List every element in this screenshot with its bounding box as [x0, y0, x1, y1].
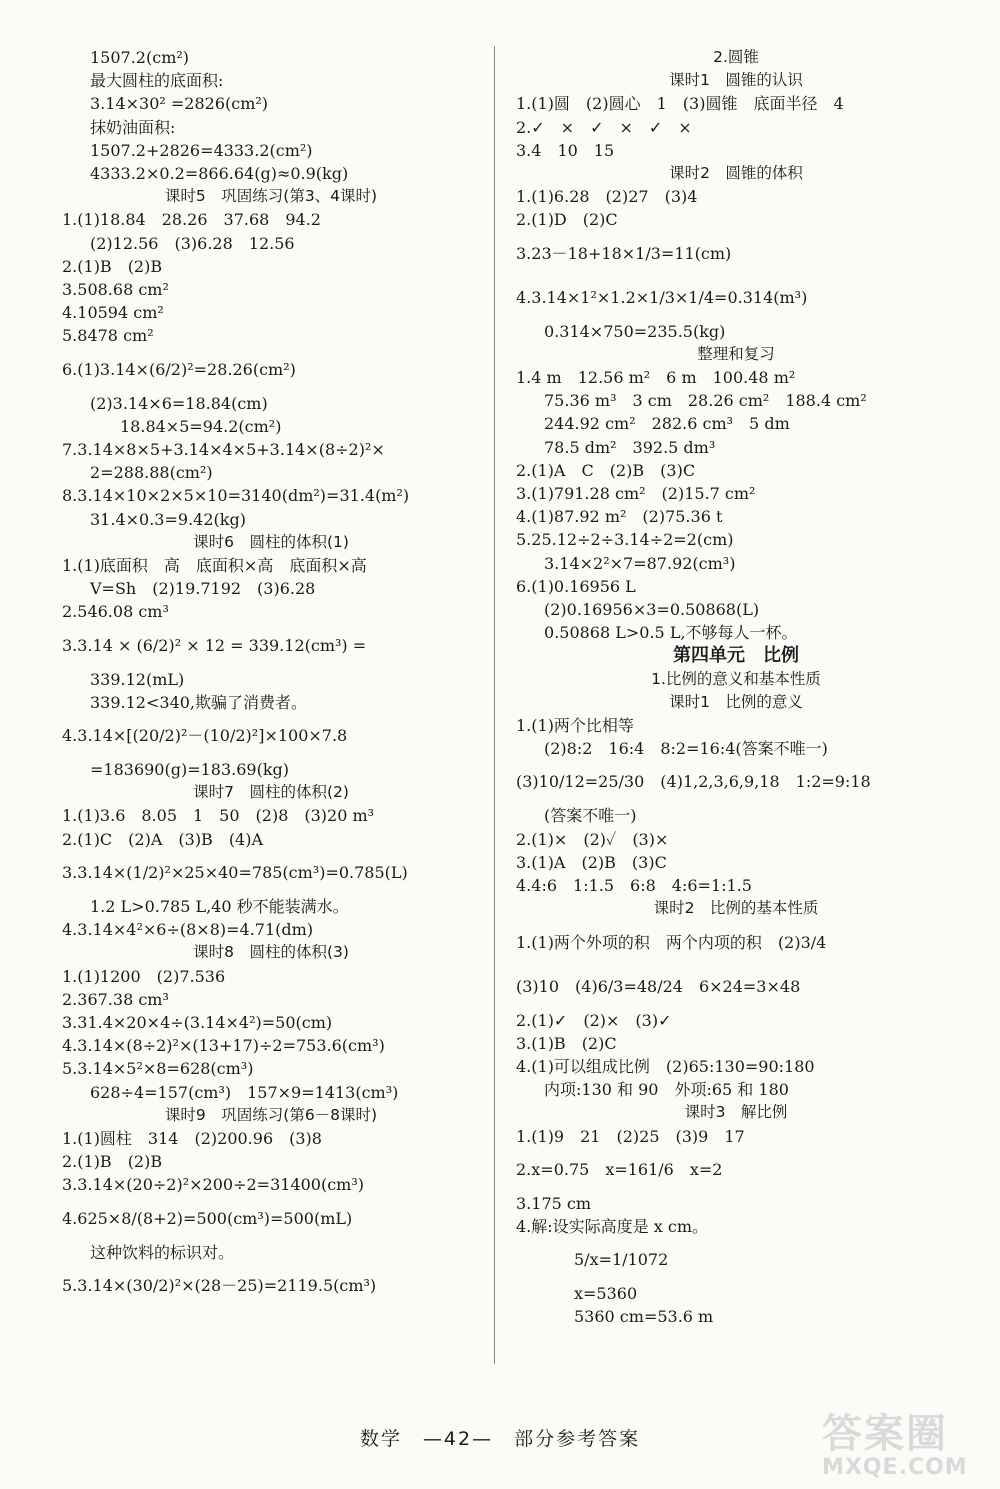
section-heading: 课时2 比例的基本性质 — [653, 899, 819, 918]
answer-line: 5.3.14×(30/2)²×(28－25)=2119.5(cm³) — [62, 1275, 377, 1295]
left-column — [62, 46, 480, 1308]
column-divider — [494, 46, 495, 1364]
answer-line: (2)8:2 16:4 8:2=16:4(答案不唯一) — [544, 739, 828, 759]
answer-line: 2.367.38 cm³ — [62, 989, 169, 1009]
answer-line: 4.3.14×[(20/2)²－(10/2)²]×100×7.8 — [62, 726, 348, 746]
answer-line: 18.84×5=94.2(cm²) — [120, 416, 282, 436]
section-heading: 课时9 巩固练习(第6－8课时) — [164, 1105, 378, 1124]
answer-line: 4.解:设实际高度是 x cm。 — [516, 1216, 708, 1236]
answer-line: 2.✓ × ✓ × ✓ × — [516, 117, 692, 137]
answer-line: 3.3.14×(20÷2)²×200÷2=31400(cm³) — [62, 1175, 365, 1195]
answer-line: 1.2 L>0.785 L,40 秒不能装满水。 — [90, 896, 349, 916]
answer-line: 1507.2+2826=4333.2(cm²) — [90, 140, 313, 160]
answer-line: 3.(1)B (2)C — [516, 1033, 617, 1053]
answer-line: 1.(1)1200 (2)7.536 — [62, 966, 226, 986]
answer-line: 3.175 cm — [516, 1193, 592, 1213]
answer-line: 1.(1)9 21 (2)25 (3)9 17 — [516, 1126, 745, 1146]
answer-line: 2.(1)A C (2)B (3)C — [516, 460, 696, 480]
section-heading: 整理和复习 — [697, 344, 775, 363]
answer-line: 0.50868 L>0.5 L,不够每人一杯。 — [544, 623, 798, 643]
section-heading: 课时1 比例的意义 — [669, 692, 803, 711]
answer-line: 1.4 m 12.56 m² 6 m 100.48 m² — [516, 368, 796, 388]
answer-line: 8.3.14×10×2×5×10=3140(dm²)=31.4(m²) — [62, 486, 410, 506]
answer-line: 7.3.14×8×5+3.14×4×5+3.14×(8÷2)²× — [62, 440, 385, 460]
answer-line: 3.508.68 cm² — [62, 280, 169, 300]
answer-line: 内项:130 和 90 外项:65 和 180 — [544, 1080, 789, 1100]
answer-line: 0.314×750=235.5(kg) — [544, 321, 726, 341]
answer-line: 3.(1)791.28 cm² (2)15.7 cm² — [516, 484, 756, 504]
right-column — [516, 46, 956, 1329]
answer-line: 244.92 cm² 282.6 cm³ 5 dm — [544, 414, 790, 434]
answer-line: 78.5 dm² 392.5 dm³ — [544, 437, 716, 457]
answer-line: 5/x=1/1072 — [574, 1250, 669, 1270]
answer-line: 1.(1)两个外项的积 两个内项的积 (2)3/4 — [516, 932, 827, 952]
answer-line: (3)10/12=25/30 (4)1,2,3,6,9,18 1:2=9:18 — [516, 772, 871, 792]
answer-line: 2.(1)× (2)✓ (3)× — [516, 829, 669, 849]
answer-line: 1.(1)18.84 28.26 37.68 94.2 — [62, 210, 321, 230]
answer-line: 2.(1)C (2)A (3)B (4)A — [62, 829, 264, 849]
answer-line: 1.(1)圆 (2)圆心 1 (3)圆锥 底面半径 4 — [516, 94, 844, 114]
answer-line: 2.546.08 cm³ — [62, 602, 169, 622]
answer-line: 3.(1)A (2)B (3)C — [516, 852, 667, 872]
page-footer: 数学 —42— 部分参考答案 — [359, 1428, 641, 1450]
answer-line: 4.(1)87.92 m² (2)75.36 t — [516, 507, 723, 527]
answer-line: 3.3.14×(1/2)²×25×40=785(cm³)=0.785(L) — [62, 862, 408, 882]
answer-line: (答案不唯一) — [544, 806, 637, 826]
answer-line: 75.36 m³ 3 cm 28.26 cm² 188.4 cm² — [544, 391, 867, 411]
answer-line: =183690(g)=183.69(kg) — [90, 760, 290, 780]
section-heading: 课时1 圆锥的认识 — [669, 71, 803, 90]
section-heading: 课时8 圆柱的体积(3) — [193, 943, 349, 962]
answer-line: 628÷4=157(cm³) 157×9=1413(cm³) — [90, 1082, 399, 1102]
section-heading: 课时7 圆柱的体积(2) — [193, 783, 349, 802]
answer-line: x=5360 — [574, 1284, 638, 1304]
section-heading: 课时2 圆锥的体积 — [669, 164, 803, 183]
answer-line: 3.31.4×20×4÷(3.14×4²)=50(cm) — [62, 1012, 333, 1032]
answer-line: 4.4:6 1:1.5 6:8 4:6=1:1.5 — [516, 876, 752, 896]
answer-line: 2.x=0.75 x=161/6 x=2 — [516, 1159, 723, 1179]
answer-line: 3.14×2²×7=87.92(cm³) — [544, 553, 736, 573]
watermark-logo: 答案圈 — [822, 1411, 948, 1457]
answer-line: 2.(1)B (2)B — [62, 256, 163, 276]
answer-line: (2)0.16956×3=0.50868(L) — [544, 600, 760, 620]
answer-line: 4.3.14×4²×6÷(8×8)=4.71(dm) — [62, 920, 314, 940]
answer-line: 3.23－18+18×1/3=11(cm) — [516, 243, 732, 263]
answer-line: 5.25.12÷2÷3.14÷2=2(cm) — [516, 530, 734, 550]
answer-line: 抹奶油面积: — [90, 117, 176, 137]
answer-line: 3.14×30² =2826(cm²) — [90, 94, 269, 114]
answer-line: 5.8478 cm² — [62, 326, 154, 346]
answer-line: 3.3.14 × (6/2)² × 12 = 339.12(cm³) = — [62, 635, 367, 655]
answer-line: 最大圆柱的底面积: — [90, 71, 224, 91]
answer-line: 4.(1)可以组成比例 (2)65:130=90:180 — [516, 1056, 815, 1076]
answer-line: 4.10594 cm² — [62, 303, 164, 323]
answer-line: 2.(1)D (2)C — [516, 210, 618, 230]
answer-line: (3)10 (4)6/3=48/24 6×24=3×48 — [516, 976, 801, 996]
answer-line: 2.(1)✓ (2)× (3)✓ — [516, 1010, 672, 1030]
answer-line: V=Sh (2)19.7192 (3)6.28 — [90, 579, 316, 599]
answer-line: (2)12.56 (3)6.28 12.56 — [90, 233, 295, 253]
answer-line: 5.3.14×5²×8=628(cm³) — [62, 1059, 254, 1079]
watermark — [822, 1402, 992, 1482]
answer-line: 3.4 10 15 — [516, 140, 615, 160]
answer-line: 4.625×8/(8+2)=500(cm³)=500(mL) — [62, 1208, 353, 1228]
answer-line: 1.(1)6.28 (2)27 (3)4 — [516, 187, 698, 207]
section-heading: 2.圆锥 — [713, 48, 759, 66]
answer-line: 4.3.14×(8÷2)²×(13+17)÷2=753.6(cm³) — [62, 1036, 385, 1056]
section-heading: 课时6 圆柱的体积(1) — [193, 532, 349, 551]
section-heading: 课时3 解比例 — [684, 1103, 788, 1122]
answer-line: 6.(1)3.14×(6/2)²=28.26(cm²) — [62, 359, 296, 379]
answer-line: 2=288.88(cm²) — [90, 463, 213, 483]
answer-line: 4333.2×0.2=866.64(g)≈0.9(kg) — [90, 164, 349, 184]
answer-line: 1.(1)3.6 8.05 1 50 (2)8 (3)20 m³ — [62, 806, 375, 826]
answer-line: 这种饮料的标识对。 — [90, 1242, 235, 1262]
answer-line: 1.(1)两个比相等 — [516, 716, 634, 736]
answer-line: 4.3.14×1²×1.2×1/3×1/4=0.314(m³) — [516, 287, 808, 307]
answer-line: 339.12(mL) — [90, 669, 185, 689]
answer-line: 1507.2(cm²) — [90, 48, 190, 67]
answer-line: 2.(1)B (2)B — [62, 1152, 163, 1172]
section-heading: 课时5 巩固练习(第3、4课时) — [164, 187, 378, 206]
answer-line: 6.(1)0.16956 L — [516, 576, 636, 596]
answer-line: 31.4×0.3=9.42(kg) — [90, 509, 246, 529]
answer-line: 1.(1)底面积 高 底面积×高 底面积×高 — [62, 556, 367, 576]
watermark-site: MXQE.COM — [822, 1455, 968, 1480]
section-heading: 第四单元 比例 — [673, 645, 799, 667]
answer-line: (2)3.14×6=18.84(cm) — [90, 393, 268, 413]
answer-line: 339.12<340,欺骗了消费者。 — [90, 692, 308, 712]
answer-line: 1.(1)圆柱 314 (2)200.96 (3)8 — [62, 1128, 322, 1148]
section-heading: 1.比例的意义和基本性质 — [651, 669, 821, 688]
answer-line: 5360 cm=53.6 m — [574, 1307, 714, 1327]
